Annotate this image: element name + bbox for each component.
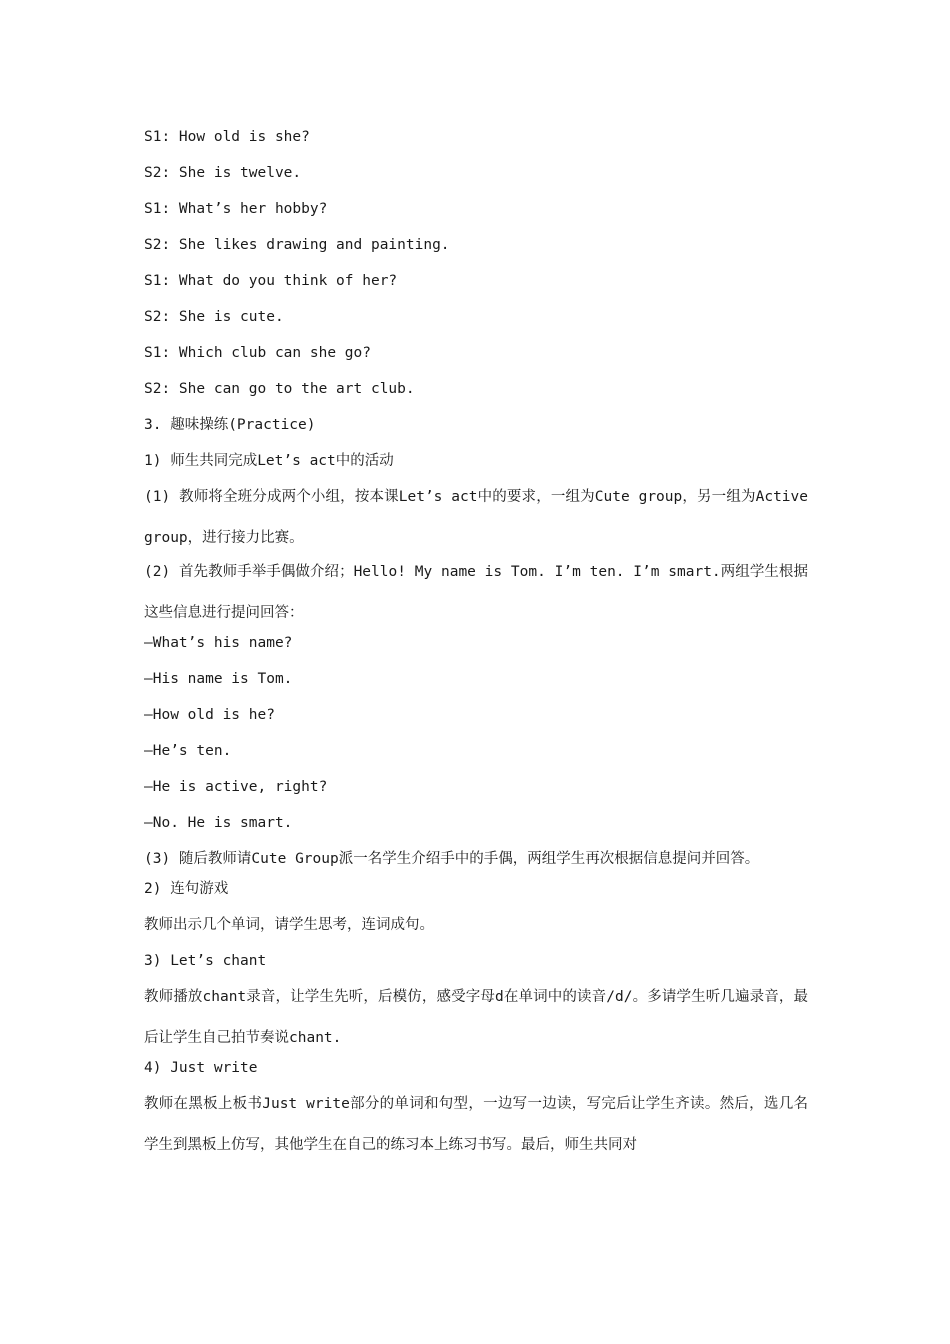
subsection-heading: 4) Just write <box>144 1060 258 1076</box>
dialogue-line: S1: What’s her hobby? <box>144 201 328 217</box>
paragraph: 教师播放chant录音，让学生先听，后模仿，感受字母d在单词中的读音/d/。多请学生听几遍录音，最后让学生自己拍节奏说chant. <box>144 989 808 1046</box>
subsection-heading: 1) 师生共同完成Let’s act中的活动 <box>144 453 394 469</box>
dialogue-line: S2: She can go to the art club. <box>144 381 415 397</box>
paragraph: (1) 教师将全班分成两个小组，按本课Let’s act中的要求，一组为Cute group，另一组为Active group，进行接力比赛。 <box>144 489 808 546</box>
dialogue-line: —No. He is smart. <box>144 815 293 831</box>
subsection-heading: 3) Let’s chant <box>144 953 267 969</box>
dialogue-line: —How old is he? <box>144 707 275 723</box>
section-heading: 3. 趣味操练(Practice) <box>144 417 316 433</box>
dialogue-line: S1: Which club can she go? <box>144 345 371 361</box>
paragraph: (3) 随后教师请Cute Group派一名学生介绍手中的手偶，两组学生再次根据信息提问并回答。 <box>144 851 760 867</box>
dialogue-line: S2: She is cute. <box>144 309 284 325</box>
paragraph: 教师在黑板上板书Just write部分的单词和句型，一边写一边读，写完后让学生齐读。然后，选几名学生到黑板上仿写，其他学生在自己的练习本上练习书写。最后，师生共同对 <box>144 1096 808 1153</box>
dialogue-line: S1: How old is she? <box>144 129 310 145</box>
dialogue-line: —He is active, right? <box>144 779 328 795</box>
dialogue-line: S1: What do you think of her? <box>144 273 398 289</box>
subsection-heading: 2) 连句游戏 <box>144 881 229 897</box>
dialogue-line: —His name is Tom. <box>144 671 293 687</box>
dialogue-line: —He’s ten. <box>144 743 232 759</box>
paragraph: (2) 首先教师手举手偶做介绍；Hello! My name is Tom. I’m ten. I’m smart.两组学生根据这些信息进行提问回答： <box>144 564 808 621</box>
dialogue-line: —What’s his name? <box>144 635 293 651</box>
dialogue-line: S2: She likes drawing and painting. <box>144 237 450 253</box>
document-body <box>144 124 808 1162</box>
text-line: 教师出示几个单词，请学生思考，连词成句。 <box>144 917 434 933</box>
dialogue-line: S2: She is twelve. <box>144 165 302 181</box>
